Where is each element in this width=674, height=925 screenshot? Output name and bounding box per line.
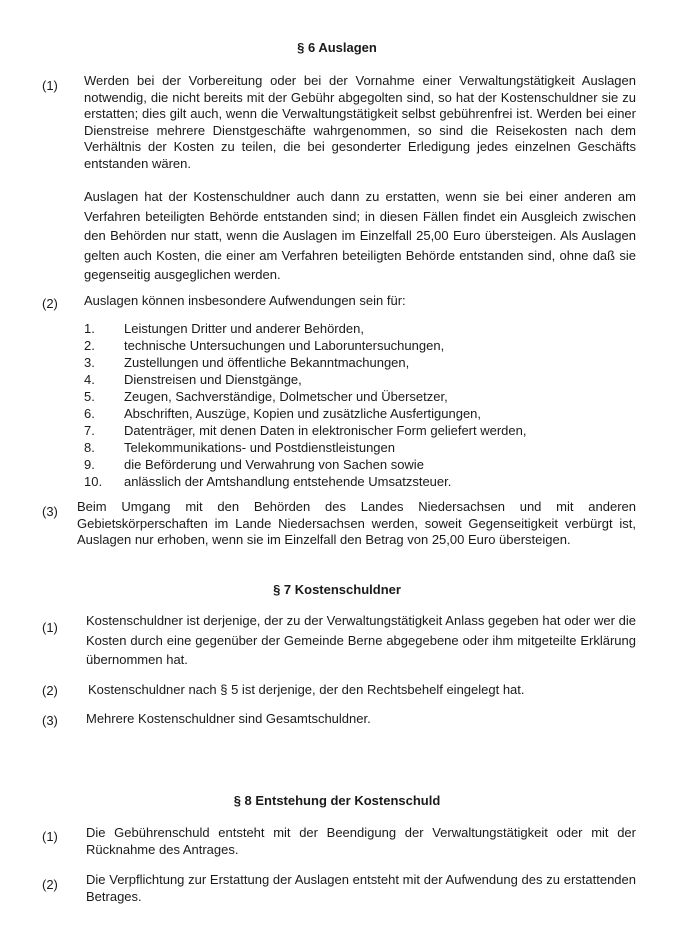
list-item-text: Zustellungen und öffentliche Bekanntmachungen, [124,355,410,370]
s6-expense-list [84,320,604,490]
list-item-text: Zeugen, Sachverständige, Dolmetscher und Übersetzer, [124,389,448,404]
s7-p2-text: Kostenschuldner nach § 5 ist derjenige, der den Rechtsbehelf eingelegt hat. [88,682,525,697]
list-item [84,388,604,405]
s7-p3-text: Mehrere Kostenschuldner sind Gesamtschuldner. [86,711,371,726]
s7-p1-text: Kostenschuldner ist derjenige, der zu der Verwaltungstätigkeit Anlass gegeben hat oder wer die Kosten durch eine gegenüber der Gemeinde Berne abgegebene oder ihm mitgeteilte Erklärung übernommen hat. [86,613,636,667]
list-item-number: 3. [84,355,95,370]
list-item [84,371,604,388]
s6-p3-number: (3) [42,504,58,519]
list-item-text: technische Untersuchungen und Laboruntersuchungen, [124,338,445,353]
list-item [84,473,604,490]
list-item [84,337,604,354]
list-item-number: 4. [84,372,95,387]
s6-p1-number: (1) [42,78,58,93]
list-item-number: 8. [84,440,95,455]
s6-p2-text: Auslagen können insbesondere Aufwendungen sein für: [84,293,406,308]
s8-p2-text: Die Verpflichtung zur Erstattung der Auslagen entsteht mit der Aufwendung des zu erstattenden Betrages. [86,872,636,904]
list-item [84,456,604,473]
list-item-text: Leistungen Dritter und anderer Behörden, [124,321,364,336]
s7-p2-number: (2) [42,683,58,698]
list-item-text: Abschriften, Auszüge, Kopien und zusätzliche Ausfertigungen, [124,406,482,421]
list-item-text: Datenträger, mit denen Daten in elektronischer Form geliefert werden, [124,423,527,438]
s7-p1-number: (1) [42,620,58,635]
s8-p2-number: (2) [42,877,58,892]
s6-p1-text-2: Auslagen hat der Kostenschuldner auch dann zu erstatten, wenn sie bei einer anderen am Verfahren beteiligten Behörde entstanden sind; in diesen Fällen findet ein Ausgleich zwischen den Behörden nur statt, wenn die Auslagen im Einzelfall 25,00 Euro übersteigen. Als Auslagen gelten auch Kosten, die einer am Verfahren beteiligten Behörde entstanden sind, ohne daß sie gegenseitig ausgeglichen werden. [84,189,636,282]
list-item-number: 5. [84,389,95,404]
s6-p3-text: Beim Umgang mit den Behörden des Landes Niedersachsen und mit anderen Gebietskörperschaften im Lande Niedersachsen werden, soweit Gegenseitigkeit verbürgt ist, Auslagen nur erhoben, wenn sie im Einzelfall den Betrag von 25,00 Euro übersteigen. [77,499,636,547]
s8-p1-number: (1) [42,829,58,844]
s8-p1-text: Die Gebührenschuld entsteht mit der Beendigung der Verwaltungstätigkeit oder mit der Rücknahme des Antrages. [86,825,636,857]
list-item-text: Telekommunikations- und Postdienstleistungen [124,440,395,455]
list-item [84,422,604,439]
list-item [84,405,604,422]
list-item-number: 2. [84,338,95,353]
section-6-title: § 6 Auslagen [297,40,377,55]
list-item-text: die Beförderung und Verwahrung von Sachen sowie [124,457,424,472]
list-item-number: 9. [84,457,95,472]
section-7-title: § 7 Kostenschuldner [273,582,401,597]
section-8-title: § 8 Entstehung der Kostenschuld [233,793,441,808]
list-item [84,320,604,337]
list-item [84,439,604,456]
list-item-number: 1. [84,321,95,336]
s7-p3-number: (3) [42,713,58,728]
list-item [84,354,604,371]
list-item-text: Dienstreisen und Dienstgänge, [124,372,302,387]
list-item-number: 10. [84,474,103,489]
list-item-number: 7. [84,423,95,438]
list-item-text: anlässlich der Amtshandlung entstehende Umsatzsteuer. [124,474,452,489]
s6-p2-number: (2) [42,296,58,311]
s6-p1-text: Werden bei der Vorbereitung oder bei der Vornahme einer Verwaltungstätigkeit Auslagen notwendig, die nicht bereits mit der Gebühr abgegolten sind, so hat der Kostenschuldner sie zu erstatten; dies gilt auch, wenn die Verwaltungstätigkeit selbst gebührenfrei ist. Werden bei einer Dienstreise mehrere Dienstgeschäfte wahrgenommen, so sind die Reisekosten nach dem Verhältnis der Kosten zu teilen, die bei gesonderter Erledigung jedes einzelnen Geschäfts entstanden wären. [84,73,636,171]
list-item-number: 6. [84,406,95,421]
